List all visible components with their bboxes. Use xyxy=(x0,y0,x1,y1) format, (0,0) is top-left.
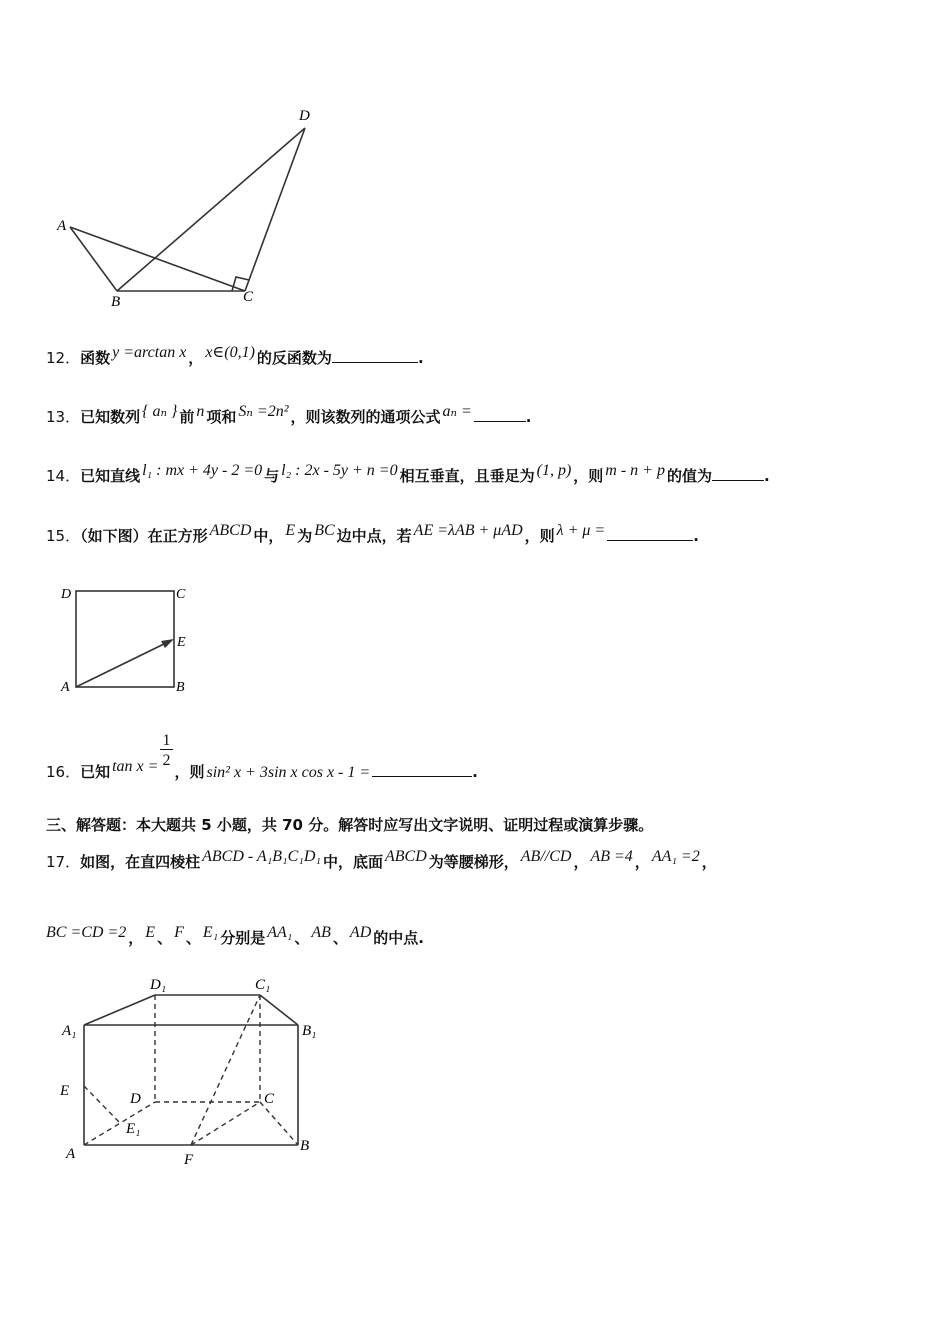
label-E: E xyxy=(177,635,186,650)
q17-sep: 、 xyxy=(157,929,173,947)
q17-BC-CD: BC =CD =2 xyxy=(46,924,127,941)
q16-fraction xyxy=(160,732,174,777)
label-C: C xyxy=(264,1091,275,1107)
question-16 xyxy=(46,732,478,783)
label-A: A xyxy=(61,680,70,695)
question-13 xyxy=(46,403,532,428)
q17-text-3: 为等腰梯形， xyxy=(428,853,519,871)
label-C: C xyxy=(176,587,186,602)
question-17 xyxy=(46,848,717,873)
label-C1: C₁ xyxy=(255,977,271,993)
label-A: A xyxy=(66,1146,76,1162)
q17-sep: 、 xyxy=(294,929,310,947)
label-B: B xyxy=(111,294,121,310)
q13-end: . xyxy=(525,408,532,426)
q15-text-3: 为 xyxy=(297,527,313,545)
q17-E: E xyxy=(145,924,156,941)
q17-text-5: 的中点. xyxy=(373,929,424,947)
fraction-denominator: 2 xyxy=(162,752,171,769)
q17-comma: ， xyxy=(634,853,650,871)
q17-comma: ， xyxy=(128,929,144,947)
q13-sequence: { aₙ } xyxy=(142,403,178,420)
answer-blank[interactable] xyxy=(474,407,526,422)
q12-text: 函数 xyxy=(80,349,111,367)
question-15 xyxy=(46,522,699,547)
answer-blank[interactable] xyxy=(372,762,472,777)
q17-AA1-seg: AA₁ xyxy=(267,924,293,941)
q13-text-3: 项和 xyxy=(206,408,237,426)
q14-line2: l₂ : 2x - 5y + n =0 xyxy=(281,462,398,479)
q15-text-2: 中， xyxy=(253,527,284,545)
q17-AA1: AA₁ =2 xyxy=(651,848,700,865)
q17-comma: ， xyxy=(573,853,589,871)
q16-expr: sin² x + 3sin x cos x - 1 = xyxy=(206,764,371,781)
q13-n: n xyxy=(196,403,205,420)
answer-blank[interactable] xyxy=(712,466,764,481)
q14-end: . xyxy=(764,467,770,485)
question-12 xyxy=(46,344,424,369)
q14-text-5: 的值为 xyxy=(666,467,712,485)
section-heading: 三、解答题：本大题共 5 小题，共 70 分。解答时应写出文字说明、证明过程或演算步骤。 xyxy=(46,816,654,834)
label-F: F xyxy=(184,1152,194,1168)
label-C: C xyxy=(243,289,254,305)
q15-sum: λ + μ = xyxy=(556,522,606,539)
q17-AB: AB =4 xyxy=(590,848,633,865)
q17-text: 如图，在直四棱柱 xyxy=(80,853,201,871)
q14-expr: m - n + p xyxy=(605,462,665,479)
fraction-bar xyxy=(160,749,173,750)
q13-sum: Sₙ =2n² xyxy=(238,403,289,420)
q17-number: 17． xyxy=(46,853,81,871)
q13-text-2: 前 xyxy=(179,408,195,426)
q17-E1: E₁ xyxy=(202,924,219,941)
q14-foot: (1, p) xyxy=(536,462,572,479)
prism-figure xyxy=(50,965,340,1170)
q13-number: 13． xyxy=(46,408,81,426)
answer-blank[interactable] xyxy=(607,526,693,541)
q17-comma: ， xyxy=(701,853,717,871)
q13-an: aₙ = xyxy=(442,403,472,420)
label-D: D xyxy=(299,108,310,124)
q12-end: . xyxy=(417,349,424,367)
label-E: E xyxy=(60,1083,70,1099)
label-A: A xyxy=(57,218,67,234)
q17-base: ABCD xyxy=(384,848,427,865)
q15-text-5: ，则 xyxy=(524,527,555,545)
q14-text-3: 相互垂直，且垂足为 xyxy=(399,467,535,485)
label-B: B xyxy=(176,680,185,695)
q12-sep: ， xyxy=(188,349,204,367)
q15-number: 15． xyxy=(46,527,81,545)
q12-formula: y =arctan x xyxy=(112,344,187,361)
q13-text: 已知数列 xyxy=(80,408,141,426)
q15-square: ABCD xyxy=(209,522,252,539)
q17-AD-seg: AD xyxy=(349,924,372,941)
triangle-figure xyxy=(40,95,340,315)
square-figure xyxy=(55,580,205,700)
q16-number: 16． xyxy=(46,763,81,781)
q14-line1: l₁ : mx + 4y - 2 =0 xyxy=(142,462,263,479)
label-A1: A₁ xyxy=(62,1023,77,1039)
label-D1: D₁ xyxy=(150,977,167,993)
fraction-numerator: 1 xyxy=(162,732,171,749)
q14-text-2: 与 xyxy=(264,467,280,485)
label-B1: B₁ xyxy=(302,1023,317,1039)
question-17-cont xyxy=(46,924,424,949)
label-B: B xyxy=(300,1138,310,1154)
answer-blank[interactable] xyxy=(332,348,418,363)
label-E1: E₁ xyxy=(126,1121,141,1137)
q15-text-4: 边中点，若 xyxy=(336,527,412,545)
q15-end: . xyxy=(693,527,699,545)
q12-number: 12． xyxy=(46,349,81,367)
q15-text: （如下图）在正方形 xyxy=(80,527,208,545)
q17-F: F xyxy=(174,924,184,941)
q12-domain: x∈(0,1) xyxy=(205,344,255,361)
q15-BC: BC xyxy=(314,522,335,539)
q17-sep: 、 xyxy=(332,929,348,947)
q16-text: 已知 xyxy=(80,763,111,781)
q17-parallel: AB//CD xyxy=(520,848,572,865)
q15-vector: AE =λAB + μAD xyxy=(413,522,523,539)
q12-text-2: 的反函数为 xyxy=(256,349,332,367)
label-D: D xyxy=(61,587,72,602)
q14-text-4: ，则 xyxy=(573,467,604,485)
q13-text-4: ，则该数列的通项公式 xyxy=(290,408,441,426)
q16-end: . xyxy=(472,763,478,781)
q17-AB-seg: AB xyxy=(311,924,331,941)
q14-text: 已知直线 xyxy=(80,467,141,485)
q17-text-2: 中，底面 xyxy=(322,853,383,871)
q17-prism: ABCD - A₁B₁C₁D₁ xyxy=(202,848,321,865)
q17-sep: 、 xyxy=(185,929,201,947)
q14-number: 14． xyxy=(46,467,81,485)
q17-text-4: 分别是 xyxy=(220,929,266,947)
label-D: D xyxy=(130,1091,141,1107)
question-14 xyxy=(46,462,770,487)
q16-text-2: ，则 xyxy=(174,763,205,781)
q16-tan: tan x = xyxy=(112,758,159,775)
q15-E: E xyxy=(285,522,296,539)
